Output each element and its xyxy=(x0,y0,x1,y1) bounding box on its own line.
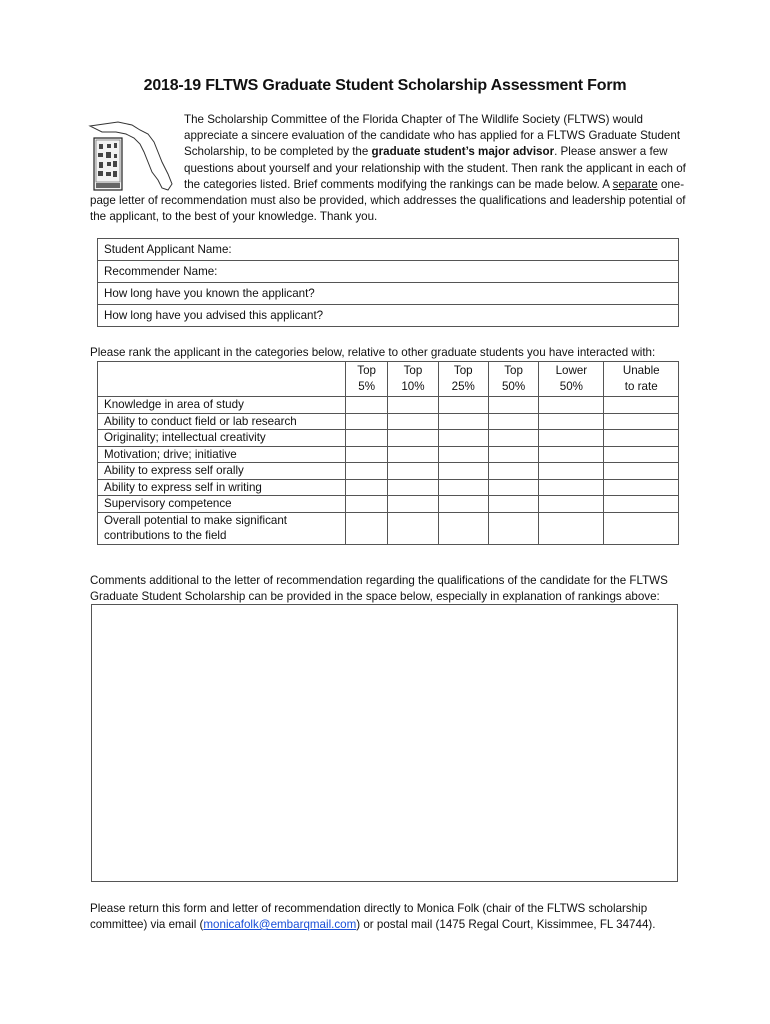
rating-cell[interactable] xyxy=(539,446,604,463)
rating-cell[interactable] xyxy=(604,446,679,463)
table-row xyxy=(98,479,679,496)
rating-cell[interactable] xyxy=(604,496,679,513)
recommender-name-field[interactable]: Recommender Name: xyxy=(98,261,679,283)
column-top-25: Top 25% xyxy=(438,362,488,397)
email-link[interactable]: monicafolk@embarqmail.com xyxy=(203,918,357,931)
rating-cell[interactable] xyxy=(488,463,538,480)
rating-cell[interactable] xyxy=(438,463,488,480)
column-unable-to-rate: Unable to rate xyxy=(604,362,679,397)
rating-cell[interactable] xyxy=(438,397,488,414)
comments-instructions: Comments additional to the letter of recommendation regarding the qualifications of the candidate for the FLTWS Graduate Student Scholarship can be provided in the space below, especially in explanation of rankings above: xyxy=(90,574,668,603)
major-advisor-emphasis: graduate student’s major advisor xyxy=(371,145,555,159)
rating-cell[interactable] xyxy=(346,463,388,480)
rating-cell[interactable] xyxy=(539,479,604,496)
rating-cell[interactable] xyxy=(488,479,538,496)
rating-cell[interactable] xyxy=(388,463,438,480)
table-row xyxy=(98,496,679,513)
table-row xyxy=(98,463,679,480)
rating-cell[interactable] xyxy=(604,479,679,496)
rating-cell[interactable] xyxy=(438,496,488,513)
rating-cell[interactable] xyxy=(488,512,538,544)
table-row xyxy=(98,446,679,463)
table-row xyxy=(98,430,679,447)
rating-cell[interactable] xyxy=(539,413,604,430)
rank-instructions: Please rank the applicant in the categories below, relative to other graduate students you have interacted with: xyxy=(90,346,656,359)
student-applicant-name-field[interactable]: Student Applicant Name: xyxy=(98,239,679,261)
rating-cell[interactable] xyxy=(388,430,438,447)
category-label: Knowledge in area of study xyxy=(98,397,346,414)
rating-cell[interactable] xyxy=(539,496,604,513)
column-top-50: Top 50% xyxy=(488,362,538,397)
rating-cell[interactable] xyxy=(604,413,679,430)
column-lower-50: Lower 50% xyxy=(539,362,604,397)
table-row xyxy=(98,512,679,544)
rating-cell[interactable] xyxy=(346,479,388,496)
table-row xyxy=(98,413,679,430)
intro-paragraph: The Scholarship Committee of the Florida Chapter of The Wildlife Society (FLTWS) would appreciate a sincere evaluation of the candidate who has applied for a FLTWS Graduate Student Scholarship, to be completed by the graduate student’s major advisor. Please answer a few questions about yourself and your relationship with the student. Then rank the applicant in each of the categories listed. Brief comments modifying the rankings can be made below. A separate one-page letter of recommendation must also be provided, which addresses the qualifications and leadership potential of the applicant, to the best of your knowledge. Thank you. xyxy=(90,113,686,224)
rating-cell[interactable] xyxy=(346,413,388,430)
rating-cell[interactable] xyxy=(346,496,388,513)
rating-cell[interactable] xyxy=(346,446,388,463)
table-row xyxy=(98,397,679,414)
applicant-info-table xyxy=(97,238,679,327)
rating-cell[interactable] xyxy=(388,397,438,414)
page-title: 2018-19 FLTWS Graduate Student Scholarship Assessment Form xyxy=(143,77,627,94)
rating-cell[interactable] xyxy=(604,397,679,414)
category-label: Ability to express self in writing xyxy=(98,479,346,496)
ranking-header-row xyxy=(98,362,679,397)
separate-emphasis: separate xyxy=(612,177,658,191)
rating-cell[interactable] xyxy=(539,397,604,414)
rating-cell[interactable] xyxy=(438,446,488,463)
rating-cell[interactable] xyxy=(388,512,438,544)
column-top-10: Top 10% xyxy=(388,362,438,397)
rating-cell[interactable] xyxy=(488,413,538,430)
rating-cell[interactable] xyxy=(438,512,488,544)
rating-cell[interactable] xyxy=(604,430,679,447)
category-label: Ability to conduct field or lab research xyxy=(98,413,346,430)
rating-cell[interactable] xyxy=(488,397,538,414)
rating-cell[interactable] xyxy=(388,446,438,463)
rating-cell[interactable] xyxy=(438,430,488,447)
rating-cell[interactable] xyxy=(539,463,604,480)
column-top-5: Top 5% xyxy=(346,362,388,397)
ranking-table xyxy=(97,361,679,545)
rating-cell[interactable] xyxy=(539,430,604,447)
rating-cell[interactable] xyxy=(388,496,438,513)
rating-cell[interactable] xyxy=(388,479,438,496)
rating-cell[interactable] xyxy=(488,430,538,447)
known-duration-field[interactable]: How long have you known the applicant? xyxy=(98,283,679,305)
category-label: Originality; intellectual creativity xyxy=(98,430,346,447)
category-label: Overall potential to make significant contributions to the field xyxy=(98,512,346,544)
rating-cell[interactable] xyxy=(488,496,538,513)
rating-cell[interactable] xyxy=(539,512,604,544)
rating-cell[interactable] xyxy=(346,512,388,544)
rating-cell[interactable] xyxy=(346,397,388,414)
rating-cell[interactable] xyxy=(488,446,538,463)
rating-cell[interactable] xyxy=(438,413,488,430)
rating-cell[interactable] xyxy=(388,413,438,430)
rating-cell[interactable] xyxy=(438,479,488,496)
rating-cell[interactable] xyxy=(604,463,679,480)
category-label: Supervisory competence xyxy=(98,496,346,513)
category-label: Motivation; drive; initiative xyxy=(98,446,346,463)
category-header-cell xyxy=(98,362,346,397)
rating-cell[interactable] xyxy=(604,512,679,544)
category-label: Ability to express self orally xyxy=(98,463,346,480)
advised-duration-field[interactable]: How long have you advised this applicant? xyxy=(98,305,679,327)
comments-textarea[interactable] xyxy=(91,604,678,882)
return-instructions: Please return this form and letter of recommendation directly to Monica Folk (chair of the FLTWS scholarship committee) via email (monicafolk@embarqmail.com) or postal mail (1475 Regal Court, Kissimmee, FL 34744). xyxy=(90,902,656,931)
rating-cell[interactable] xyxy=(346,430,388,447)
